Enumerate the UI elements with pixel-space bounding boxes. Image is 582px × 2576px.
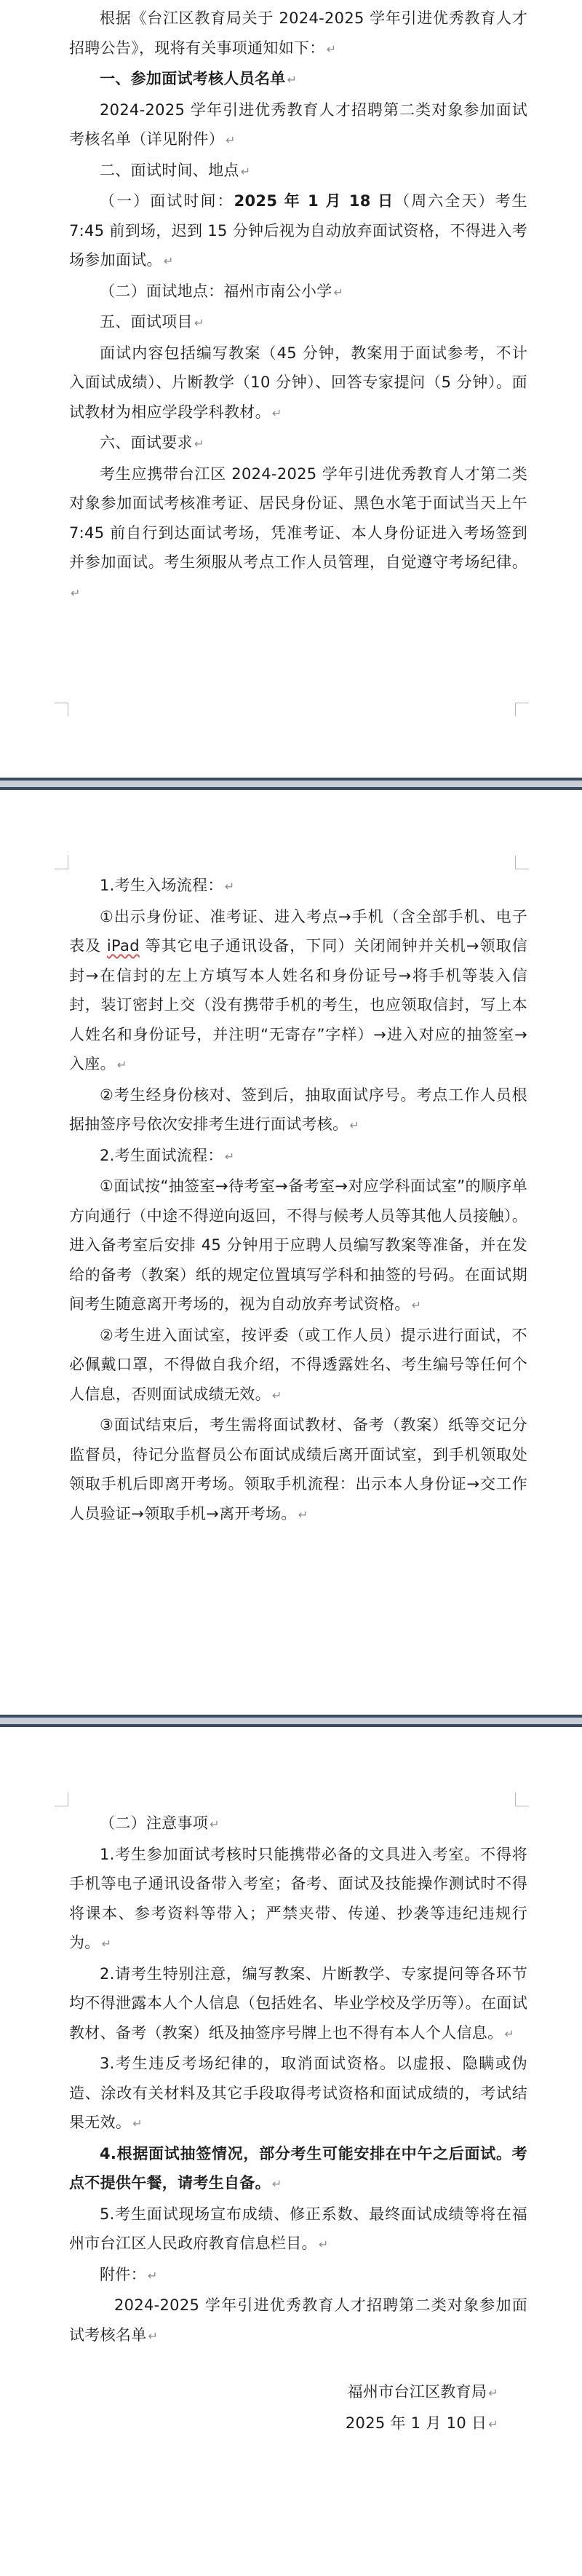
paragraph-entry-step-2: ②考生经身份核对、签到后，抽取面试序号。考点工作人员根据抽签序号依次安排考生进行面试考核。 ↵ <box>69 1086 527 1133</box>
paragraph-notes-heading: （二）注意事项 ↵ <box>100 1814 220 1832</box>
paragraph-interview-time: （一）面试时间：2025 年 1 月 18 日（周六全天）考生 7:45 前到场，迟到 15 分钟后视为自动放弃面试资格，不得进入考场参加面试。 ↵ <box>69 192 527 269</box>
issuer-name: 福州市台江区教育局 ↵ <box>347 2383 498 2401</box>
paragraph-interview-heading: 2.考生面试流程： ↵ <box>100 1146 235 1164</box>
page-corner-mark <box>515 856 529 869</box>
page-corner-mark <box>55 1793 68 1806</box>
separator-edge <box>0 778 582 781</box>
document-page-2 <box>0 790 582 1715</box>
paragraph-interview-location: （二）面试地点：福州市南公小学 ↵ <box>100 282 344 300</box>
attachment-label: 附件： ↵ <box>100 2265 158 2283</box>
paragraph-entry-step-1: ①出示身份证、准考证、进入考点→手机（含全部手机、电子表及 iPad 等其它电子通讯设备，下同）关闭闹钟并关机→领取信封→在信封的左上方填写本人姓名和身份证号→将手机等装入信封，装订密封上交（没有携带手机的考生，也应领取信封，写上本人姓名和身份证号，并注明“无寄存”字样）→进入对应的抽签室→入座。 ↵ <box>69 907 527 1072</box>
paragraph-interview-step-1: ①面试按“抽签室→待考室→备考室→对应学科面试室”的顺序单方向通行（中途不得逆向返回，不得与候考人员等其他人员接触）。进入备考室后安排 45 分钟用于应聘人员编写教案等准备，并在发给的备考（教案）纸的规定位置填写学科和抽签的号码。在面试期间考生随意离开考场的，视为自动放弃考试资格。 ↵ <box>69 1177 527 1313</box>
paragraph-entry-heading: 1.考生入场流程： ↵ <box>100 877 235 894</box>
paragraph-note-4: 4.根据面试抽签情况，部分考生可能安排在中午之后面试。考点不提供午餐，请考生自备。 ↵ <box>69 2144 527 2192</box>
section-heading-6: 六、面试要求 ↵ <box>100 434 204 451</box>
paragraph-interview-step-3: ③面试结束后，考生需将面试教材、备考（教案）纸等交记分监督员，待记分监督员公布面试成绩后离开面试室，到手机领取处领取手机后即离开考场。领取手机流程：出示本人身份证→交工作人员验证→领取手机→离开考场。 ↵ <box>69 1416 527 1522</box>
page-corner-mark <box>55 703 68 716</box>
page-separator <box>0 1715 582 1727</box>
attachment-title: 2024-2025 学年引进优秀教育人才招聘第二类对象参加面试考核名单 ↵ <box>69 2296 527 2344</box>
page-separator <box>0 778 582 790</box>
document-page-3 <box>0 1727 582 2576</box>
separator-edge <box>0 1715 582 1718</box>
section-heading-5: 五、面试项目 ↵ <box>100 313 204 331</box>
paragraph-interview-step-2: ②考生进入面试室，按评委（或工作人员）提示进行面试，不必佩戴口罩，不得做自我介绍，不得透露姓名、考生编号等任何个人信息，否则面试成绩无效。 ↵ <box>69 1326 527 1403</box>
page-corner-mark <box>55 856 68 869</box>
section-heading-1: 一、参加面试考核人员名单 ↵ <box>100 70 298 87</box>
issue-date: 2025 年 1 月 10 日 ↵ <box>345 2414 498 2432</box>
page-3-body <box>69 1809 527 2439</box>
document-page-1 <box>0 0 582 778</box>
paragraph-note-1: 1.考生参加面试考核时只能携带必备的文具进入考室。不得将手机等电子通讯设备带入考室；备考、面试及技能操作测试时不得将课本、参考资料等带入；严禁夹带、传递、抄袭等违纪违规行为。 ↵ <box>69 1845 527 1951</box>
paragraph-requirements: 考生应携带台江区 2024-2025 学年引进优秀教育人才第二类对象参加面试考核准考证、居民身份证、黑色水笔于面试当天上午 7:45 前自行到达面试考场，凭准考证、本人身份证进入考场签到并参加面试。考生须服从考点工作人员管理，自觉遵守考场纪律。↵ <box>69 465 527 600</box>
paragraph-intro: 根据《台江区教育局关于 2024-2025 学年引进优秀教育人才招聘公告》，现将有关事项通知如下： ↵ <box>69 9 527 57</box>
paragraph-note-3: 3.考生违反考场纪律的，取消面试资格。以虚报、隐瞒或伪造、涂改有关材料及其它手段取得考试资格和面试成绩的，考试结果无效。 ↵ <box>69 2055 527 2131</box>
page-corner-mark <box>515 703 529 716</box>
paragraph-list-ref: 2024-2025 学年引进优秀教育人才招聘第二类对象参加面试考核名单（详见附件） ↵ <box>69 100 527 148</box>
paragraph-note-2: 2.请考生特别注意，编写教案、片断教学、专家提问等各环节均不得泄露本人个人信息（包括姓名、毕业学校及学历等）。在面试教材、备考（教案）纸及抽签序号牌上也不得有本人个人信息。 ↵ <box>69 1964 527 2042</box>
page-2-body <box>69 871 527 1530</box>
paragraph-note-5: 5.考生面试现场宣布成绩、修正系数、最终面试成绩等将在福州市台江区人民政府教育信息栏目。 ↵ <box>69 2205 527 2252</box>
page-corner-mark <box>515 1793 529 1806</box>
section-heading-2: 二、面试时间、地点 ↵ <box>100 161 251 179</box>
paragraph-interview-content: 面试内容包括编写教案（45 分钟，教案用于面试参考，不计入面试成绩）、片断教学（10 分钟）、回答专家提问（5 分钟）。面试教材为相应学段学科教材。 ↵ <box>69 344 527 421</box>
page-1-body <box>69 4 527 608</box>
